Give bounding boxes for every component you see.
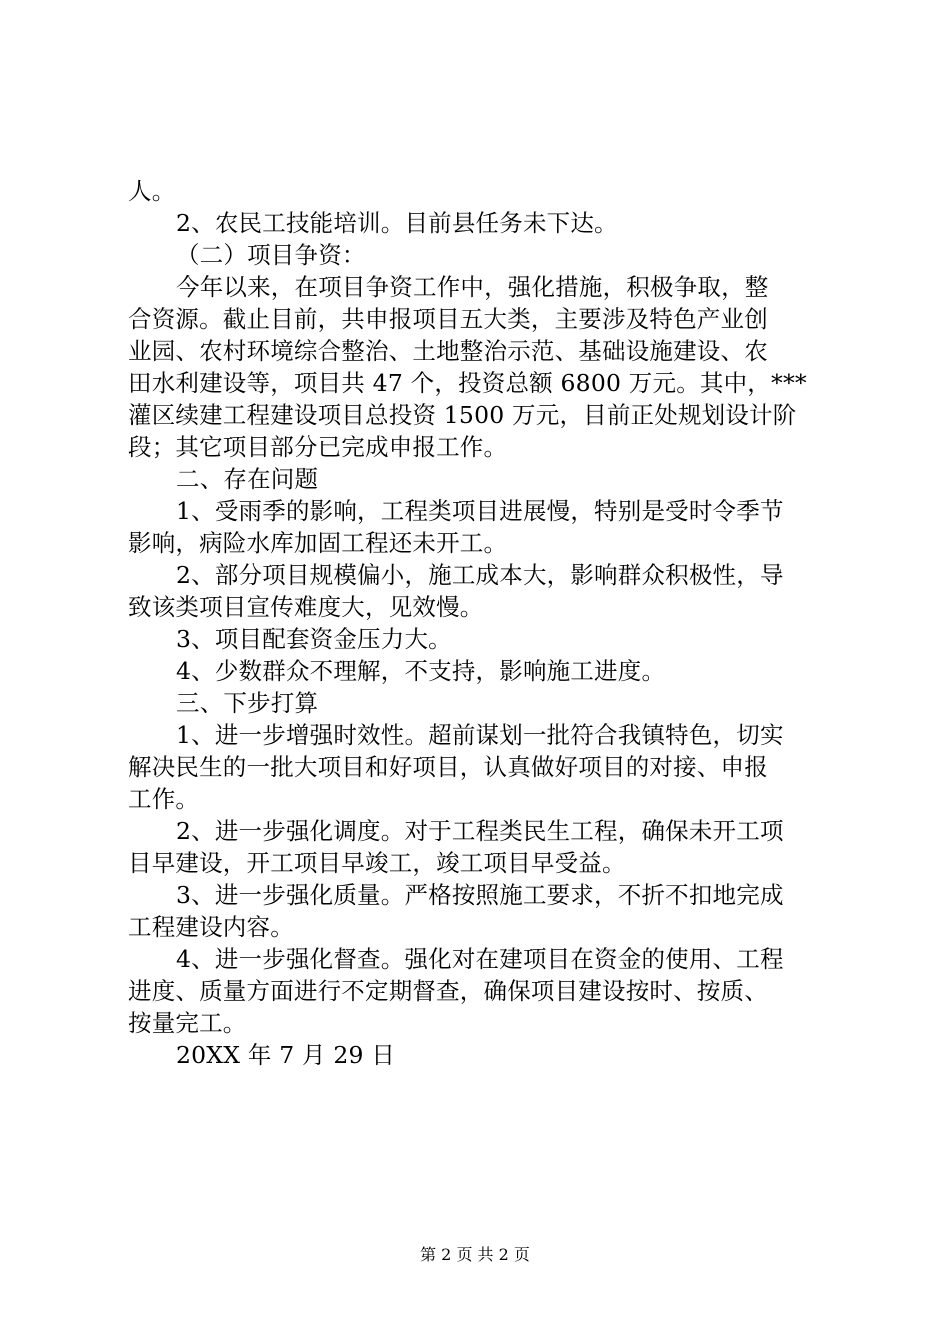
text-line: 2、进一步强化调度。对于工程类民生工程，确保未开工项 <box>176 817 784 845</box>
text-line: 灌区续建工程建设项目总投资 1500 万元，目前正处规划设计阶 <box>128 401 797 429</box>
section-heading: （二）项目争资： <box>176 241 366 269</box>
text-line: 人。 <box>128 177 176 205</box>
text-line: 4、进一步强化督查。强化对在建项目在资金的使用、工程 <box>176 945 784 973</box>
text-line: 田水利建设等，项目共 47 个，投资总额 6800 万元。其中，*** <box>128 369 807 397</box>
text-line: 3、项目配套资金压力大。 <box>176 625 452 653</box>
section-heading: 二、存在问题 <box>176 465 319 493</box>
page-number-footer: 第 2 页 共 2 页 <box>420 1245 530 1264</box>
text-line: 2、农民工技能培训。目前县任务未下达。 <box>176 209 618 237</box>
text-line: 按量完工。 <box>128 1009 247 1037</box>
text-line: 2、部分项目规模偏小，施工成本大，影响群众积极性，导 <box>176 561 784 589</box>
document-date: 20XX 年 7 月 29 日 <box>176 1041 396 1069</box>
section-heading: 三、下步打算 <box>176 689 319 717</box>
text-line: 3、进一步强化质量。严格按照施工要求，不折不扣地完成 <box>176 881 784 909</box>
text-line: 解决民生的一批大项目和好项目，认真做好项目的对接、申报 <box>128 753 768 781</box>
text-line: 4、少数群众不理解，不支持，影响施工进度。 <box>176 657 666 685</box>
text-line: 业园、农村环境综合整治、土地整治示范、基础设施建设、农 <box>128 337 768 365</box>
text-line: 工程建设内容。 <box>128 913 294 941</box>
text-line: 致该类项目宣传难度大，见效慢。 <box>128 593 484 621</box>
text-line: 进度、质量方面进行不定期督查，确保项目建设按时、按质、 <box>128 977 768 1005</box>
text-line: 1、受雨季的影响，工程类项目进展慢，特别是受时令季节 <box>176 497 784 525</box>
text-line: 目早建设，开工项目早竣工，竣工项目早受益。 <box>128 849 626 877</box>
text-line: 今年以来，在项目争资工作中，强化措施，积极争取，整 <box>176 273 769 301</box>
text-line: 段；其它项目部分已完成申报工作。 <box>128 433 508 461</box>
text-line: 合资源。截止目前，共申报项目五大类，主要涉及特色产业创 <box>128 305 768 333</box>
text-line: 影响，病险水库加固工程还未开工。 <box>128 529 508 557</box>
text-line: 1、进一步增强时效性。超前谋划一批符合我镇特色，切实 <box>176 721 784 749</box>
text-line: 工作。 <box>128 785 200 813</box>
